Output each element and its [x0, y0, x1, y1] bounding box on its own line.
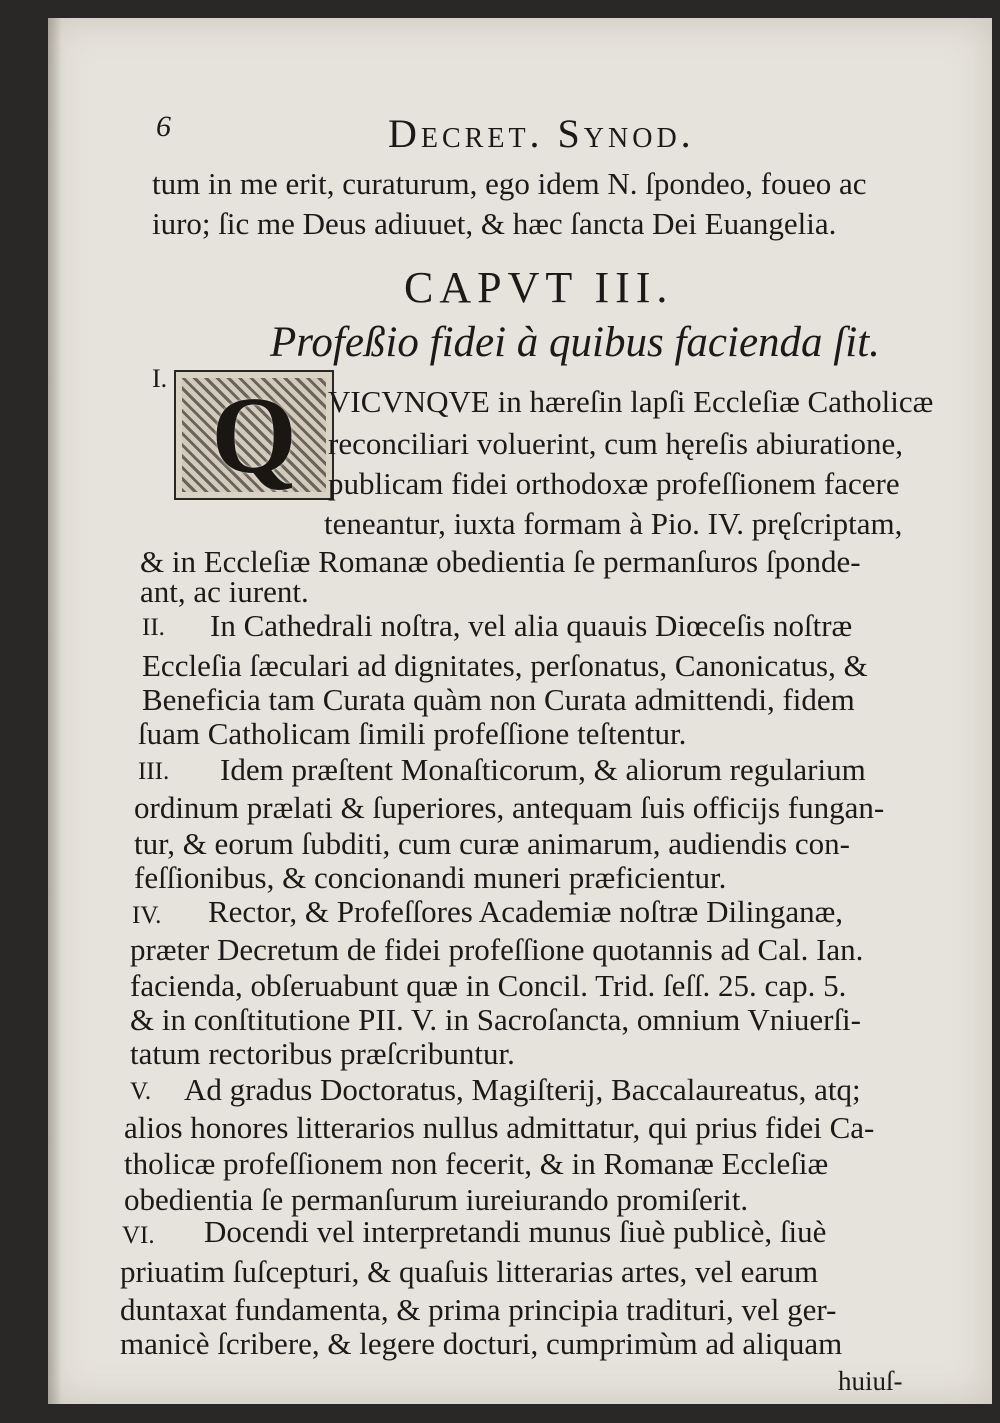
- section-number: I.: [152, 364, 168, 393]
- section-line: ſuam Catholicam ſimili profeſſione teſtentur.: [138, 716, 687, 751]
- section-line: Idem præſtent Monaſticorum, & aliorum regularium: [220, 752, 866, 787]
- initial-letter: Q: [211, 374, 297, 496]
- section-line: priuatim ſuſcepturi, & quaſuis litterarias artes, vel earum: [120, 1254, 819, 1289]
- decorated-initial: [174, 370, 334, 500]
- section-number: VI.: [122, 1222, 155, 1249]
- section-line: teneantur, iuxta formam à Pio. IV. pręſcriptam,: [324, 506, 903, 541]
- section-line: & in conſtitutione PII. V. in Sacroſancta, omnium Vniuerſi-: [130, 1002, 861, 1037]
- section-number: V.: [130, 1078, 152, 1105]
- section-line: VICVNQVE in hæreſin lapſi Eccleſiæ Catholicæ: [328, 384, 934, 419]
- section-line: publicam fidei orthodoxæ profeſſionem facere: [328, 466, 900, 501]
- section-line: & in Eccleſiæ Romanæ obedientia ſe permanſuros ſponde-: [140, 544, 861, 579]
- section-line: obedientia ſe permanſurum iureiurando promiſerit.: [124, 1182, 749, 1217]
- section-line: Eccleſia ſæculari ad dignitates, perſonatus, Canonicatus, &: [142, 648, 868, 683]
- section-line: tholicæ profeſſionem non fecerit, & in Romanæ Eccleſiæ: [124, 1146, 829, 1181]
- section-line: feſſionibus, & concionandi muneri præficientur.: [134, 860, 727, 895]
- page-gutter-shadow: [48, 18, 62, 1404]
- section-number: IV.: [132, 902, 162, 929]
- section-line: facienda, obſeruabunt quæ in Concil. Trid. ſeſſ. 25. cap. 5.: [130, 968, 847, 1003]
- section-line: reconciliari voluerint, cum hęreſis abiuratione,: [328, 426, 903, 461]
- intro-line: iuro; ſic me Deus adiuuet, & hæc ſancta Dei Euangelia.: [152, 206, 837, 241]
- section-line: Docendi vel interpretandi munus ſiuè publicè, ſiuè: [204, 1214, 827, 1249]
- section-number: II.: [142, 614, 165, 641]
- section-line: In Cathedrali noſtra, vel alia quauis Diœceſis noſtræ: [210, 608, 853, 643]
- chapter-title: CAPVT III.: [404, 263, 674, 312]
- section-line: tur, & eorum ſubditi, cum curæ animarum, audiendis con-: [134, 826, 850, 861]
- page-number: 6: [156, 110, 175, 143]
- section-line: Rector, & Profeſſores Academiæ noſtræ Dilinganæ,: [208, 894, 844, 929]
- running-head-title: Decret. Synod.: [388, 111, 695, 156]
- section-number: III.: [138, 758, 170, 785]
- section-line: alios honores litterarios nullus admittatur, qui prius fidei Ca-: [124, 1110, 875, 1145]
- section-line: ordinum prælati & ſuperiores, antequam ſuis officijs fungan-: [134, 790, 885, 825]
- section-line: manicè ſcribere, & legere docturi, cumprimùm ad aliquam: [120, 1326, 843, 1361]
- intro-line: tum in me erit, curaturum, ego idem N. ſpondeo, foueo ac: [152, 166, 867, 201]
- section-line: duntaxat fundamenta, & prima principia tradituri, vel ger-: [120, 1292, 837, 1327]
- section-line: præter Decretum de fidei profeſſione quotannis ad Cal. Ian.: [130, 932, 864, 967]
- section-line: tatum rectoribus præſcribuntur.: [130, 1036, 515, 1071]
- section-line: Beneficia tam Curata quàm non Curata admittendi, fidem: [142, 682, 855, 717]
- section-line: ant, ac iurent.: [140, 574, 309, 609]
- catchword: huiuſ-: [838, 1366, 903, 1396]
- chapter-subtitle: Profeßio fidei à quibus facienda ſit.: [270, 319, 880, 366]
- section-line: Ad gradus Doctoratus, Magiſterij, Baccalaureatus, atq;: [184, 1072, 861, 1107]
- book-page: [48, 18, 992, 1404]
